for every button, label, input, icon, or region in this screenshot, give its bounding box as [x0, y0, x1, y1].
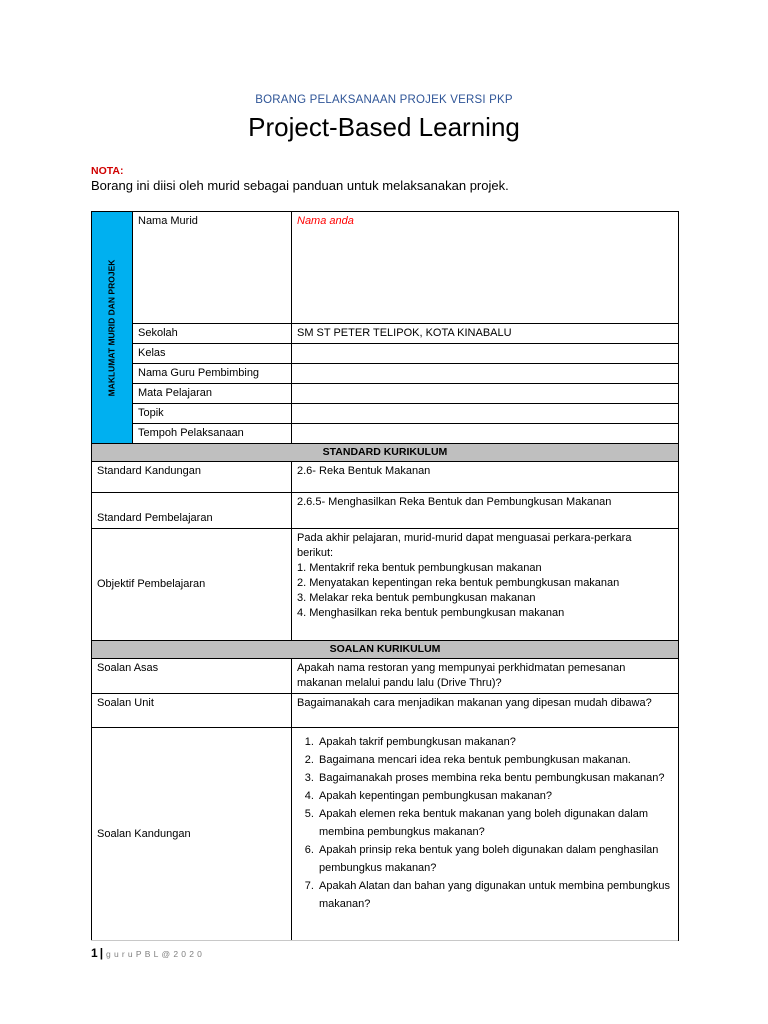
objektif-pembelajaran-label: Objektif Pembelajaran — [92, 529, 292, 641]
field-label-kelas: Kelas — [133, 344, 292, 364]
list-item: 3. Bagaimanakah proses membina reka bentu pembungkusan makanan? — [317, 769, 673, 787]
table-row — [92, 404, 679, 424]
table-row — [92, 694, 679, 728]
list-item: 7. Apakah Alatan dan bahan yang digunakan untuk membina pembungkus makanan? — [317, 877, 673, 913]
soalan-unit-value[interactable]: Bagaimanakah cara menjadikan makanan yang dipesan mudah dibawa? — [292, 694, 679, 728]
project-form-table — [91, 211, 679, 941]
list-item: 2. Bagaimana mencari idea reka bentuk pembungkusan makanan. — [317, 751, 673, 769]
list-item: 1. Apakah takrif pembungkusan makanan? — [317, 733, 673, 751]
soalan-asas-label: Soalan Asas — [92, 659, 292, 694]
page-footer — [91, 946, 205, 960]
field-value-mata-pelajaran[interactable] — [292, 384, 679, 404]
list-item: 6. Apakah prinsip reka bentuk yang boleh digunakan dalam penghasilan pembungkus makanan? — [317, 841, 673, 877]
form-title: Project-Based Learning — [248, 112, 520, 142]
table-row — [92, 212, 679, 324]
objective-line: 2. Menyatakan kepentingan reka bentuk pembungkusan makanan — [297, 577, 620, 589]
field-value-sekolah[interactable]: SM ST PETER TELIPOK, KOTA KINABALU — [292, 324, 679, 344]
page-number: 1 — [91, 946, 98, 960]
student-section-side-label — [92, 212, 133, 444]
objective-line: berikut: — [297, 547, 334, 559]
table-row — [92, 493, 679, 529]
table-row — [92, 641, 679, 659]
table-row — [92, 462, 679, 493]
field-value-kelas[interactable] — [292, 344, 679, 364]
objective-line: Pada akhir pelajaran, murid-murid dapat menguasai perkara-perkara — [297, 532, 632, 544]
objektif-pembelajaran-value[interactable] — [292, 529, 679, 641]
soalan-unit-label: Soalan Unit — [92, 694, 292, 728]
footer-brand: guruPBL@2020 — [106, 949, 206, 959]
standard-kandungan-label: Standard Kandungan — [92, 462, 292, 493]
side-label-text: MAKLUMAT MURID DAN PROJEK — [106, 259, 117, 396]
footer-divider — [91, 940, 678, 941]
standard-pembelajaran-value[interactable]: 2.6.5- Menghasilkan Reka Bentuk dan Pembungkusan Makanan — [292, 493, 679, 529]
question-line: makanan melalui pandu lalu (Drive Thru)? — [297, 677, 502, 689]
list-item: 5. Apakah elemen reka bentuk makanan yang boleh digunakan dalam membina pembungkus makanan? — [317, 805, 673, 841]
footer-separator: | — [99, 946, 104, 960]
field-label-sekolah: Sekolah — [133, 324, 292, 344]
field-value-guru-pembimbing[interactable] — [292, 364, 679, 384]
objective-line: 4. Menghasilkan reka bentuk pembungkusan makanan — [297, 607, 565, 619]
field-value-tempoh-pelaksanaan[interactable] — [292, 424, 679, 444]
field-label-topik: Topik — [133, 404, 292, 424]
table-row — [92, 364, 679, 384]
standard-kurikulum-heading: STANDARD KURIKULUM — [92, 444, 679, 462]
field-label-guru-pembimbing: Nama Guru Pembimbing — [133, 364, 292, 384]
content-question-list — [297, 733, 673, 913]
standard-pembelajaran-label: Standard Pembelajaran — [92, 493, 292, 529]
soalan-kurikulum-heading: SOALAN KURIKULUM — [92, 641, 679, 659]
table-row — [92, 324, 679, 344]
field-value-nama-murid[interactable]: Nama anda — [292, 212, 679, 324]
question-line: Apakah nama restoran yang mempunyai perkhidmatan pemesanan — [297, 662, 626, 674]
table-row — [92, 384, 679, 404]
form-subtitle: BORANG PELAKSANAAN PROJEK VERSI PKP — [255, 94, 513, 106]
table-row — [92, 529, 679, 641]
table-row — [92, 344, 679, 364]
note-text: Borang ini diisi oleh murid sebagai panduan untuk melaksanakan projek. — [91, 178, 509, 193]
list-item: 4. Apakah kepentingan pembungkusan makanan? — [317, 787, 673, 805]
table-row — [92, 659, 679, 694]
table-row — [92, 728, 679, 941]
standard-kandungan-value[interactable]: 2.6- Reka Bentuk Makanan — [292, 462, 679, 493]
field-label-tempoh-pelaksanaan: Tempoh Pelaksanaan — [133, 424, 292, 444]
field-value-topik[interactable] — [292, 404, 679, 424]
field-label-nama-murid: Nama Murid — [133, 212, 292, 324]
field-label-mata-pelajaran: Mata Pelajaran — [133, 384, 292, 404]
note-label: NOTA: — [91, 165, 124, 177]
soalan-kandungan-label: Soalan Kandungan — [92, 728, 292, 941]
objective-line: 3. Melakar reka bentuk pembungkusan makanan — [297, 592, 536, 604]
table-row — [92, 424, 679, 444]
soalan-asas-value[interactable] — [292, 659, 679, 694]
objective-line: 1. Mentakrif reka bentuk pembungkusan makanan — [297, 562, 542, 574]
table-row — [92, 444, 679, 462]
soalan-kandungan-value[interactable] — [292, 728, 679, 941]
